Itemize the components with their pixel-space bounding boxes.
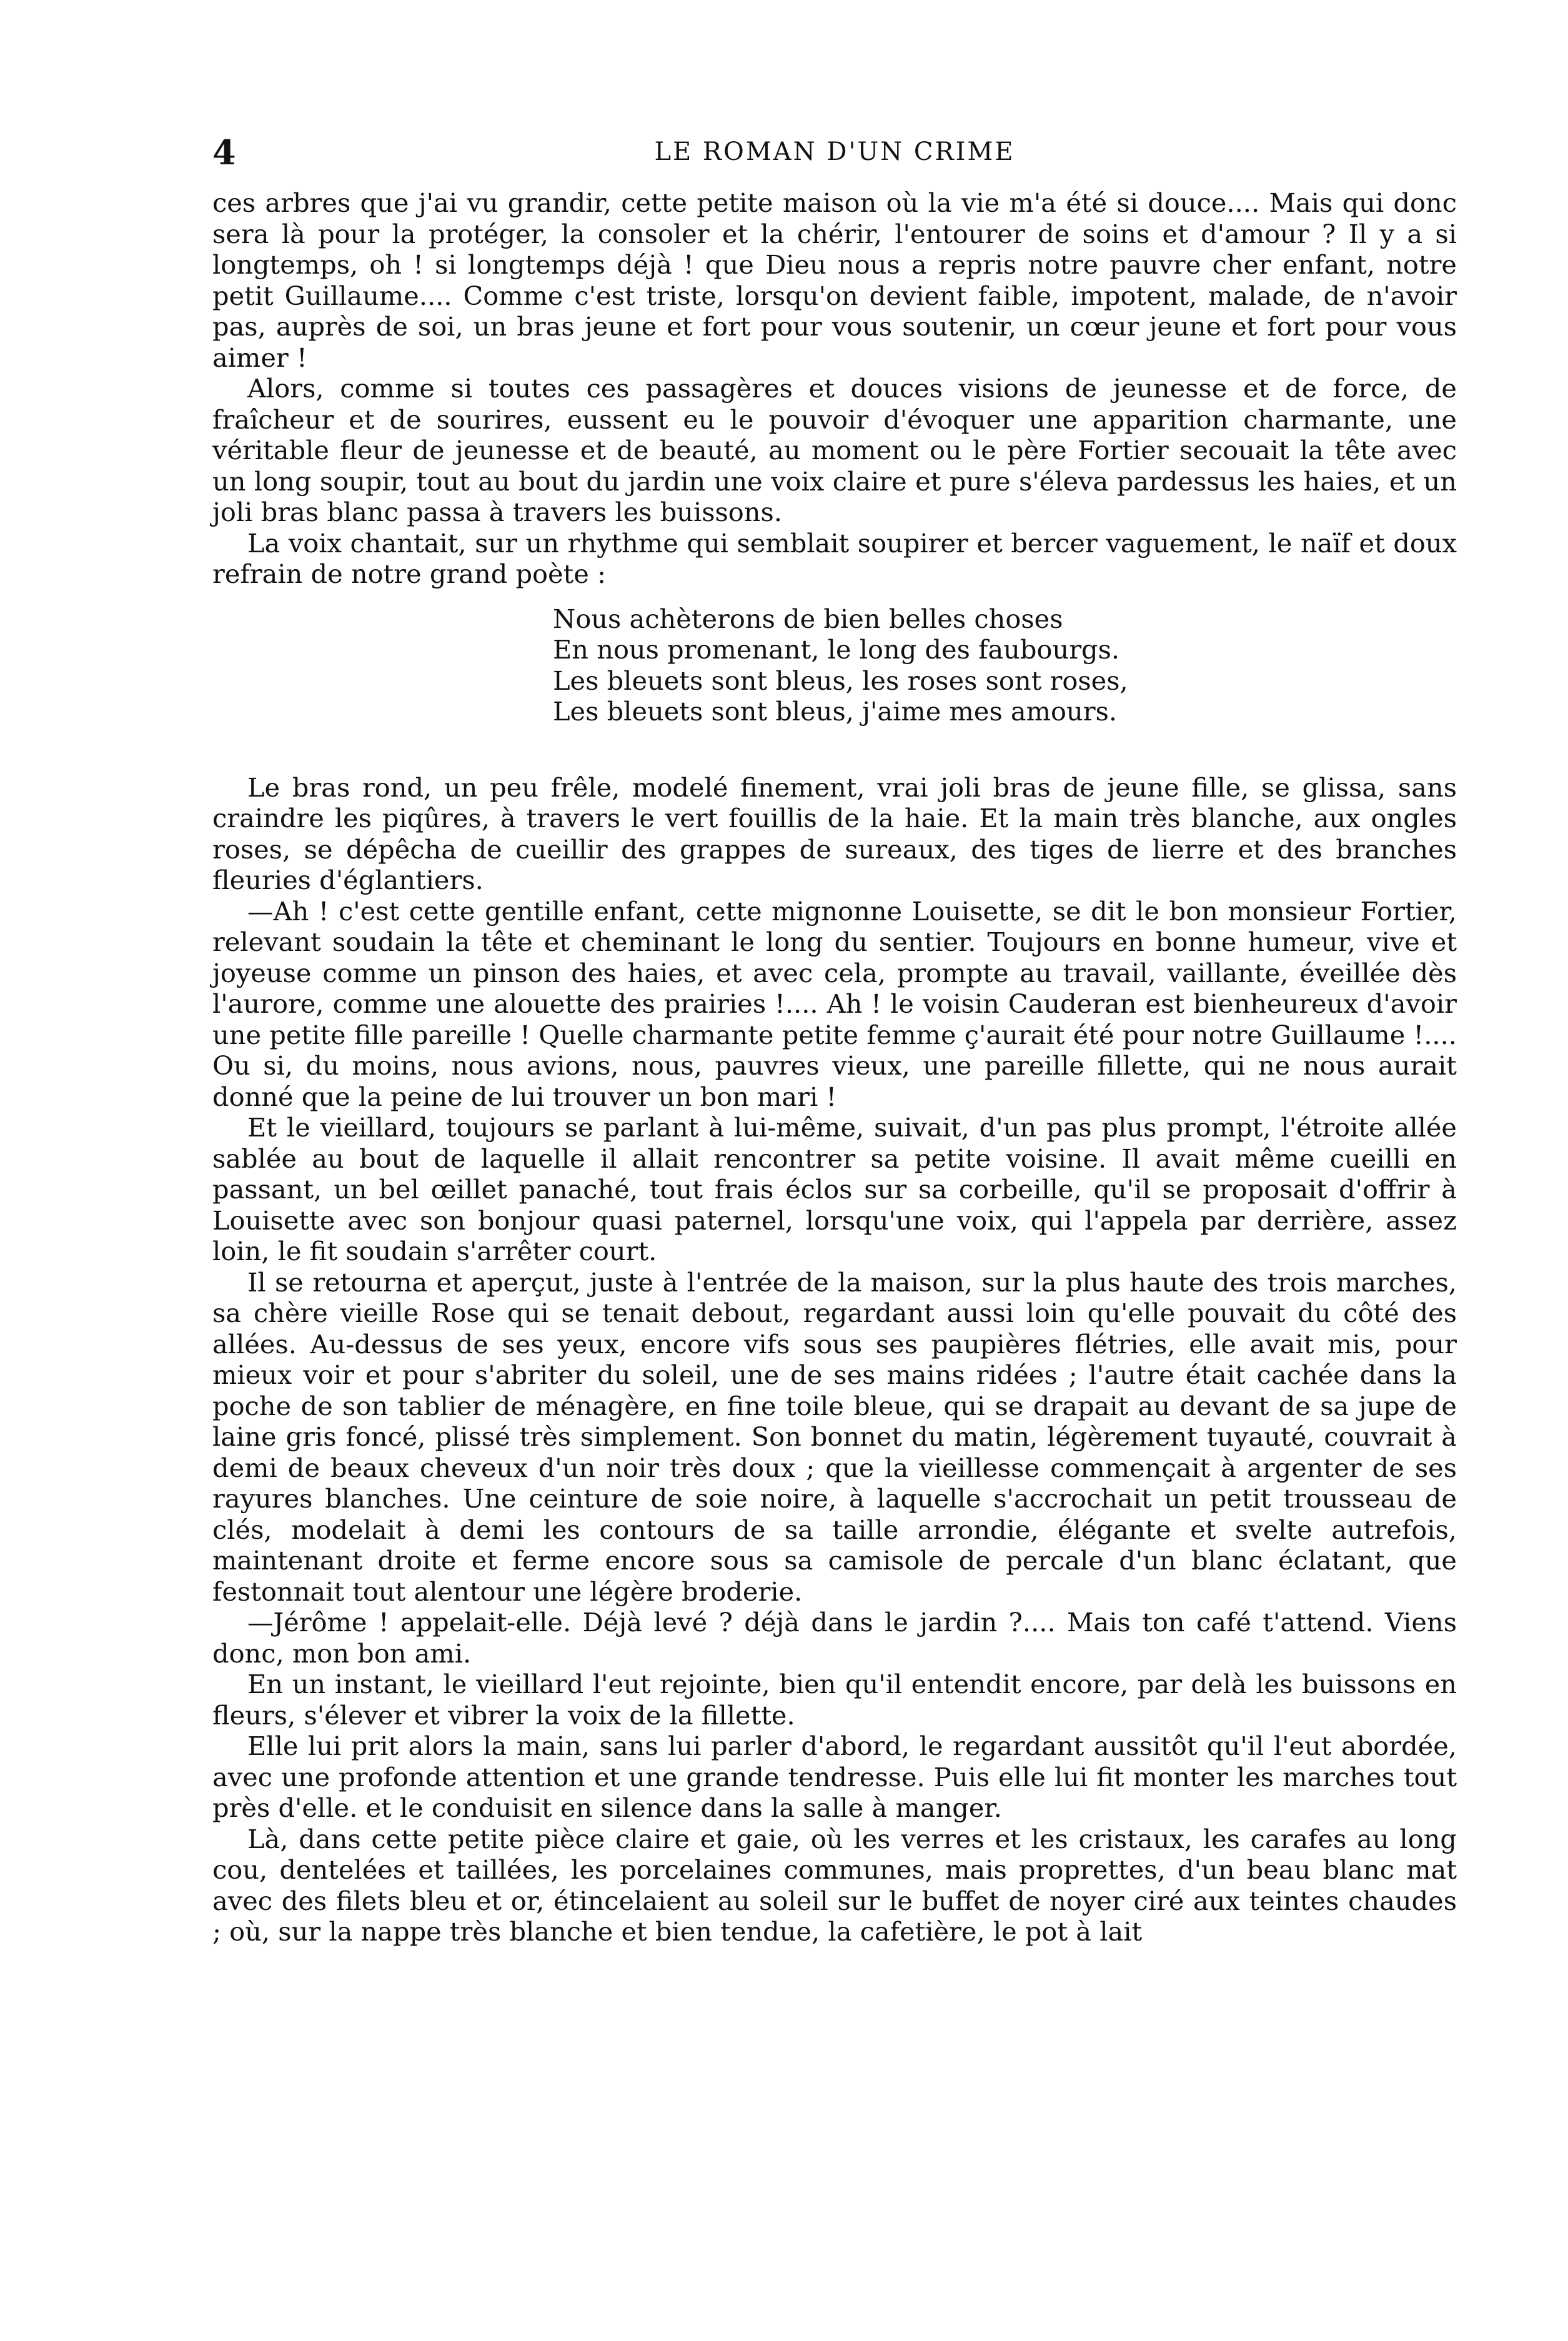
paragraph: La voix chantait, sur un rhythme qui semblait soupirer et bercer vaguement, le naïf et doux refrain de notre grand poète : xyxy=(212,527,1457,589)
verse-line: Les bleuets sont bleus, les roses sont roses, xyxy=(553,665,1128,696)
verse-line: Les bleuets sont bleus, j'aime mes amours. xyxy=(553,696,1118,727)
paragraph: Là, dans cette petite pièce claire et gaie, où les verres et les cristaux, les carafes au long cou, dentelées et taillées, les porcelaines communes, mais proprettes, d'un beau blanc mat avec des filets bleu et or, étincelaient au soleil sur le buffet de noyer ciré aux teintes chaudes ; où, sur la nappe très blanche et bien tendue, la cafetière, le pot à lait xyxy=(212,1823,1457,1947)
running-title: LE ROMAN D'UN CRIME xyxy=(654,137,1015,166)
paragraph: Il se retourna et aperçut, juste à l'entrée de la maison, sur la plus haute des trois marches, sa chère vieille Rose qui se tenait debout, regardant aussi loin qu'elle pouvait du côté des allées. Au-dessus de ses yeux, encore vifs sous ses paupières flétries, elle avait mis, pour mieux voir et pour s'abriter du soleil, une de ses mains ridées ; l'autre était cachée dans la poche de son tablier de ménagère, en fine toile bleue, qui se drapait au devant de sa jupe de laine gris foncé, plissé très simplement. Son bonnet du matin, légèrement tuyauté, couvrait à demi de beaux cheveux d'un noir très doux ; que la vieillesse commençait à argenter de ses rayures blanches. Une ceinture de soie noire, à laquelle s'accrochait un petit trousseau de clés, modelait à demi les contours de sa taille arrondie, élégante et svelte autrefois, maintenant droite et ferme encore sous sa camisole de percale d'un blanc éclatant, que festonnait tout alentour une légère broderie. xyxy=(212,1266,1457,1607)
page-number: 4 xyxy=(212,132,236,172)
paragraph: Alors, comme si toutes ces passagères et douces visions de jeunesse et de force, de fraîcheur et de sourires, eussent eu le pouvoir d'évoquer une apparition charmante, une véritable fleur de jeunesse et de beauté, au moment ou le père Fortier secouait la tête avec un long soupir, tout au bout du jardin une voix claire et pure s'éleva pardessus les haies, et un joli bras blanc passa à travers les buissons. xyxy=(212,373,1457,527)
verse-quote xyxy=(553,604,1457,727)
paragraph: —Jérôme ! appelait-elle. Déjà levé ? déjà dans le jardin ?.... Mais ton café t'attend. Viens donc, mon bon ami. xyxy=(212,1607,1457,1669)
page-header xyxy=(212,132,1457,170)
paragraph: Et le vieillard, toujours se parlant à lui-même, suivait, d'un pas plus prompt, l'étroite allée sablée au bout de laquelle il allait rencontrer sa petite voisine. Il avait même cueilli en passant, un bel œillet panaché, tout frais éclos sur sa corbeille, qu'il se proposait d'offrir à Louisette avec son bonjour quasi paternel, lorsqu'une voix, qui l'appela par derrière, assez loin, le fit soudain s'arrêter court. xyxy=(212,1112,1457,1266)
verse-line: Nous achèterons de bien belles choses xyxy=(553,603,1063,634)
paragraph: Elle lui prit alors la main, sans lui parler d'abord, le regardant aussitôt qu'il l'eut abordée, avec une profonde attention et une grande tendresse. Puis elle lui fit monter les marches tout près d'elle. et le conduisit en silence dans la salle à manger. xyxy=(212,1731,1457,1823)
paragraph: ces arbres que j'ai vu grandir, cette petite maison où la vie m'a été si douce.... Mais qui donc sera là pour la protéger, la consoler et la chérir, l'entourer de soins et d'amour ? Il y a si longtemps, oh ! si longtemps déjà ! que Dieu nous a repris notre pauvre cher enfant, notre petit Guillaume.... Comme c'est triste, lorsqu'on devient faible, impotent, malade, de n'avoir pas, auprès de soi, un bras jeune et fort pour vous soutenir, un cœur jeune et fort pour vous aimer ! xyxy=(212,187,1457,373)
paragraph: —Ah ! c'est cette gentille enfant, cette mignonne Louisette, se dit le bon monsieur Fortier, relevant soudain la tête et cheminant le long du sentier. Toujours en bonne humeur, vive et joyeuse comme un pinson des haies, et avec cela, prompte au travail, vaillante, éveillée dès l'aurore, comme une alouette des prairies !.... Ah ! le voisin Cauderan est bienheureux d'avoir une petite fille pareille ! Quelle charmante petite femme ç'aurait été pour notre Guillaume !.... Ou si, du moins, nous avions, nous, pauvres vieux, une pareille fillette, qui ne nous aurait donné que la peine de lui trouver un bon mari ! xyxy=(212,895,1457,1112)
paragraph: Le bras rond, un peu frêle, modelé finement, vrai joli bras de jeune fille, se glissa, sans craindre les piqûres, à travers le vert fouillis de la haie. Et la main très blanche, aux ongles roses, se dépêcha de cueillir des grappes de sureaux, des tiges de lierre et des branches fleuries d'églantiers. xyxy=(212,772,1457,895)
paragraph: En un instant, le vieillard l'eut rejointe, bien qu'il entendit encore, par delà les buissons en fleurs, s'élever et vibrer la voix de la fillette. xyxy=(212,1669,1457,1731)
body-text xyxy=(212,187,1457,1947)
verse-line: En nous promenant, le long des faubourgs. xyxy=(553,634,1120,665)
